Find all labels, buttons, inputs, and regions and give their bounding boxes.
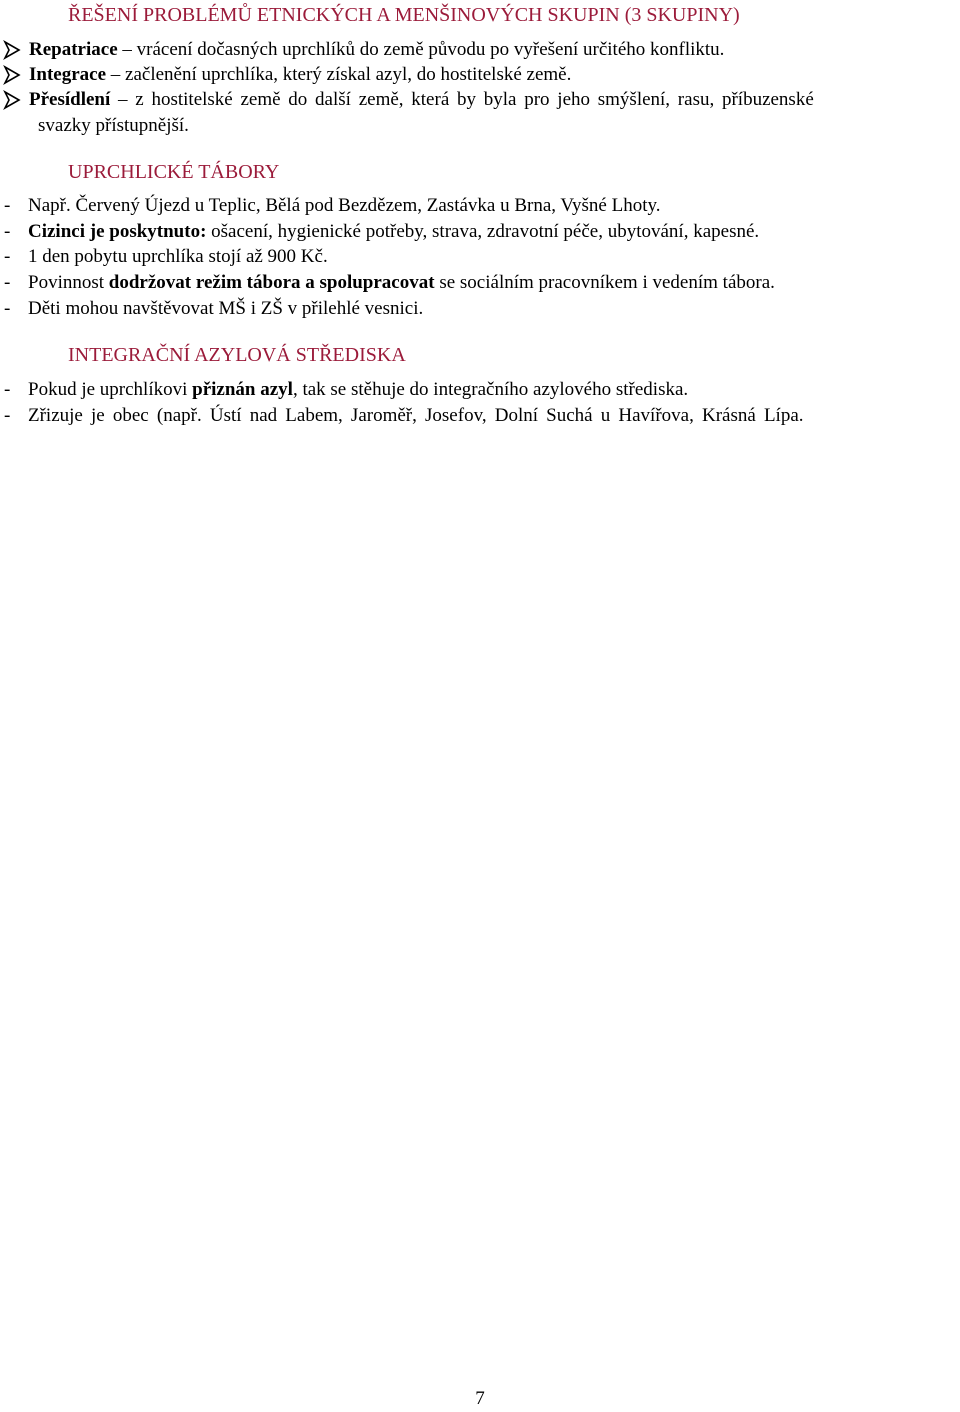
camps-line-duty	[28, 271, 775, 295]
centers-asylum-rest: , tak se stěhuje do integračního azylového střediska.	[292, 379, 689, 400]
camps-provided-rest: ošacení, hygienické potřeby, strava, zdravotní péče, ubytování, kapesné.	[206, 221, 760, 242]
option-term: Přesídlení	[29, 89, 111, 110]
arrow-bullet-icon	[2, 65, 22, 85]
option-term: Repatriace	[29, 39, 118, 60]
camps-line-children: Děti mohou navštěvovat MŠ i ZŠ v přilehlé vesnici.	[28, 298, 424, 319]
camps-line-provided	[28, 220, 759, 244]
arrow-bullet-icon	[2, 90, 22, 110]
dash-bullet: -	[4, 298, 11, 319]
option-text: – vrácení dočasných uprchlíků do země původu po vyřešení určitého konfliktu.	[117, 39, 725, 60]
camps-duty-a: Povinnost	[28, 272, 109, 293]
camps-line-cost: 1 den pobytu uprchlíka stojí až 900 Kč.	[28, 246, 328, 267]
camps-line-examples: Např. Červený Újezd u Teplic, Bělá pod Bezdězem, Zastávka u Brna, Vyšné Lhoty.	[28, 195, 661, 216]
camps-provided-bold: Cizinci je poskytnuto:	[28, 221, 207, 242]
dash-bullet: -	[4, 272, 11, 293]
dash-bullet: -	[4, 221, 11, 242]
option-text: – začlenění uprchlíka, který získal azyl, do hostitelské země.	[106, 64, 572, 85]
main-heading: ŘEŠENÍ PROBLÉMŮ ETNICKÝCH A MENŠINOVÝCH SKUPIN (3 SKUPINY)	[68, 4, 740, 26]
option-presidleni-cont: svazky přístupnější.	[38, 115, 189, 136]
option-term: Integrace	[29, 64, 107, 85]
option-text: – z hostitelské země do další země, která by byla pro jeho smýšlení, rasu, příbuzenské	[110, 89, 814, 110]
dash-bullet: -	[4, 246, 11, 267]
camps-duty-rest: se sociálním pracovníkem i vedením tábora.	[434, 272, 775, 293]
option-repatriace	[29, 38, 724, 62]
centers-line-founder: Zřizuje je obec (např. Ústí nad Labem, Jaroměř, Josefov, Dolní Suchá u Havířova, Krásná Lípa.	[28, 405, 804, 426]
dash-bullet: -	[4, 379, 11, 400]
option-presidleni	[29, 88, 814, 112]
centers-line-asylum	[28, 378, 688, 402]
arrow-bullet-icon	[2, 40, 22, 60]
centers-heading: INTEGRAČNÍ AZYLOVÁ STŘEDISKA	[68, 344, 406, 366]
page-number: 7	[475, 1388, 485, 1409]
dash-bullet: -	[4, 195, 11, 216]
dash-bullet: -	[4, 405, 11, 426]
camps-duty-bold: dodržovat režim tábora a spolupracovat	[108, 272, 435, 293]
option-integrace	[29, 63, 571, 87]
camps-heading: UPRCHLICKÉ TÁBORY	[68, 161, 280, 183]
centers-asylum-a: Pokud je uprchlíkovi	[28, 379, 193, 400]
centers-asylum-bold: přiznán azyl	[192, 379, 293, 400]
